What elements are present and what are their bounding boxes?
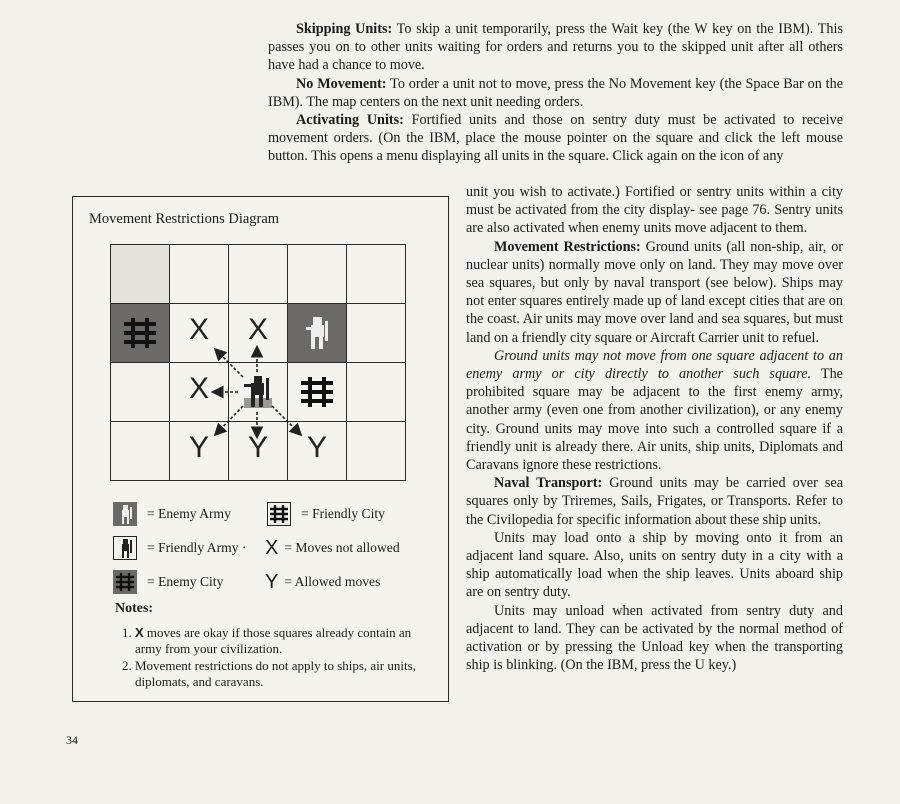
legend-enemy-army-label: = Enemy Army (147, 506, 231, 521)
grid-cell (170, 422, 229, 481)
unloading-paragraph: Units may unload when activated from sentry duty and adjacent to land. They can be activated by the normal method of activation or by pressing the Unload key when the transporting ship is blinking. (On the IBM, press the U key.) (466, 602, 843, 674)
grid-cell (111, 245, 170, 304)
naval-transport-paragraph (466, 474, 843, 529)
friendly-city-icon (267, 502, 291, 526)
allowed-move-mark: Y (188, 431, 209, 464)
grid-cell (288, 304, 347, 363)
legend-friendly-army (113, 535, 246, 561)
note-2-text: Movement restrictions do not apply to ships, air units, diplomats, and caravans. (135, 658, 416, 689)
activating-units-continued: unit you wish to activate.) Fortified or sentry units within a city must be activated from the city display- see page 76. Sentry units are also activated when enemy units move adjacent to them. (466, 184, 843, 237)
grid-cell (111, 304, 170, 363)
legend-moves-not-allowed-label: = Moves not allowed (284, 540, 400, 555)
enemy-city-icon (120, 313, 160, 353)
right-text-column (466, 183, 843, 674)
move-not-allowed-mark: X (188, 313, 209, 346)
notes-heading: Notes: (115, 601, 154, 616)
top-text-block (268, 20, 843, 166)
grid-cell (111, 363, 170, 422)
friendly-army-icon (238, 372, 278, 412)
legend-allowed-moves (265, 569, 380, 595)
activating-units-paragraph (268, 111, 843, 166)
no-movement-paragraph (268, 75, 843, 111)
grid-cell (229, 304, 288, 363)
note-2 (135, 658, 430, 689)
movement-restrictions-body: Ground units (all non-ship, air, or nuclear units) normally move only on land. They may move over sea squares, but only by naval transport (see below). Ships may not enter squares entirely made up of land except cities that are on the coast. Air units may move over land and sea squares, but must land on a friendly city square or Aircraft Carrier unit to refuel. (466, 238, 844, 346)
grid-cell (347, 422, 406, 481)
move-not-allowed-mark: X (188, 372, 209, 405)
legend-enemy-city-label: = Enemy City (147, 574, 224, 589)
enemy-army-icon (113, 502, 137, 526)
friendly-army-icon (113, 536, 137, 560)
prohibited-body: The prohibited square may be adjacent to the first enemy army, another army (even one from another civilization), or any enemy city. Ground units may move into such a controlled square if a friendly unit is already there. Air units, ship units, Diplomats and Caravans ignore these restrictions. (466, 366, 843, 474)
legend-allowed-moves-label: = Allowed moves (284, 574, 381, 589)
enemy-army-icon (297, 313, 337, 353)
skipping-units-heading: Skipping Units: (296, 21, 393, 37)
note-1-text: moves are okay if those squares already contain an army from your civilization. (135, 625, 412, 656)
movement-restrictions-paragraph (466, 238, 843, 347)
italic-rule: Ground units may not move from one square adjacent to an enemy army or city directly to another such square. (466, 347, 843, 383)
skipping-units-body: To skip a unit temporarily, press the Wait key (the W key on the IBM). This passes you on to other units waiting for orders and returns you to the skipped unit after all others have had a chance to move. (268, 21, 843, 74)
grid-cell (347, 245, 406, 304)
skipping-units-paragraph (268, 20, 843, 75)
naval-transport-body: Ground units may be carried over sea squares only by Triremes, Sails, Frigates, or Transports. Refer to the Civilopedia for specific information about these ship units. (466, 475, 843, 528)
grid-cell (229, 245, 288, 304)
note-x-symbol: X (135, 625, 144, 640)
grid-cell (170, 245, 229, 304)
no-movement-body: To order a unit not to move, press the No Movement key (the Space Bar on the IBM). The map centers on the next unit needing orders. (268, 75, 844, 110)
movement-restrictions-heading: Movement Restrictions: (494, 238, 641, 255)
legend-friendly-city (267, 501, 385, 527)
diagram-title: Movement Restrictions Diagram (89, 211, 280, 227)
activating-units-heading: Activating Units: (296, 112, 404, 129)
grid-cell (347, 304, 406, 363)
legend-enemy-army (113, 501, 231, 527)
loading-paragraph: Units may load onto a ship by moving onto it from an adjacent land square. Also, units on sentry duty in a city with a ship automatically load when the ship leaves. Units aboard ship are on sentry duty. (466, 529, 843, 601)
legend-friendly-city-label: = Friendly City (301, 506, 385, 521)
page-number: 34 (66, 733, 78, 747)
grid-cell (288, 363, 347, 422)
grid-cell (170, 304, 229, 363)
legend-enemy-city (113, 569, 223, 595)
note-1 (135, 625, 430, 656)
grid-cell (288, 245, 347, 304)
grid-cell (288, 422, 347, 481)
allowed-move-mark: Y (247, 431, 268, 464)
notes-list (115, 625, 430, 691)
movement-restrictions-diagram (72, 196, 449, 702)
no-movement-heading: No Movement: (296, 75, 387, 92)
grid-cell (170, 363, 229, 422)
enemy-city-icon (113, 570, 137, 594)
naval-transport-heading: Naval Transport: (494, 475, 603, 492)
grid-cell (229, 363, 288, 422)
map-grid (110, 244, 406, 481)
grid-cell (111, 422, 170, 481)
moves-not-allowed-symbol: X (265, 537, 279, 559)
friendly-city-icon (297, 372, 337, 412)
prohibited-paragraph (466, 347, 843, 474)
grid-cell (229, 422, 288, 481)
allowed-moves-symbol: Y (265, 571, 279, 593)
grid-cell (347, 363, 406, 422)
legend-moves-not-allowed (265, 535, 400, 561)
legend-friendly-army-label: = Friendly Army · (147, 540, 247, 555)
allowed-move-mark: Y (306, 431, 327, 464)
activating-units-body: Fortified units and those on sentry duty must be activated to receive movement orders. (On the IBM, place the mouse pointer on the square and click the left mouse button. This opens a menu displaying all units in the square. Click again on the icon of any (268, 112, 843, 165)
move-not-allowed-mark: X (247, 313, 268, 346)
